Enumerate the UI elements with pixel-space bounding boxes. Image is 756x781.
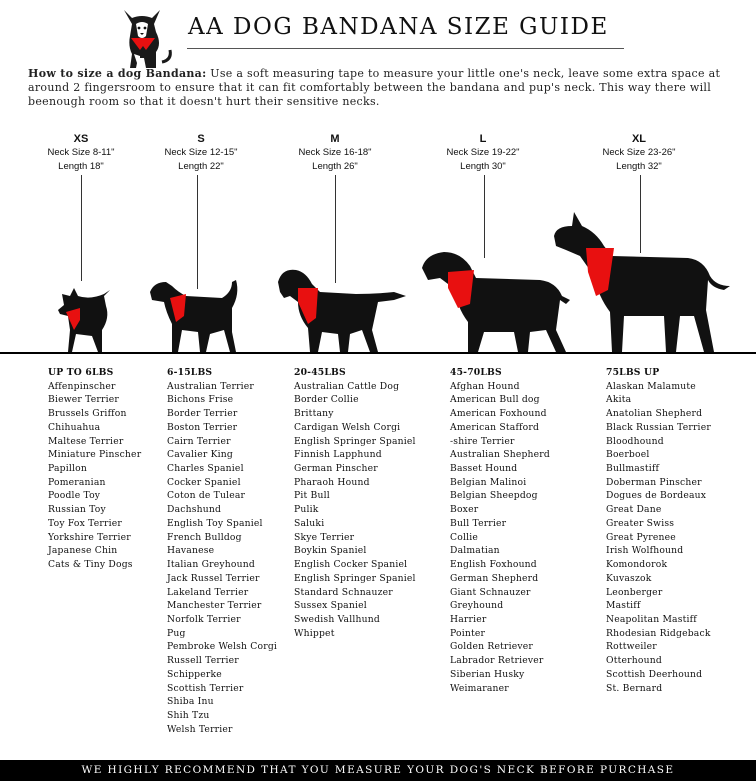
breed-column-xl <box>606 366 711 695</box>
column-heading: UP TO 6LBS <box>48 367 114 378</box>
size-code: XS <box>73 133 89 145</box>
breed-item: Boerboel <box>606 449 650 461</box>
breed-item: English Foxhound <box>450 559 537 571</box>
breed-item: Pharaoh Hound <box>294 476 370 488</box>
dog-xs-icon <box>58 288 110 352</box>
breed-item: Pointer <box>450 627 486 639</box>
intro-text: Use a soft measuring tape to measure your little one's neck, leave some extra space at around 2 fingersroom to ensure that it can fit comfortably between the bandana and pup's neck. This way there will beenough room so that it doesn't hurt their sensitive necks. <box>28 67 721 108</box>
breed-item: Alaskan Malamute <box>606 380 696 392</box>
breed-item: Lakeland Terrier <box>167 586 249 598</box>
breed-item: Swedish Vallhund <box>294 613 380 625</box>
breed-item: Black Russian Terrier <box>606 421 711 433</box>
breed-item: Bloodhound <box>606 435 664 447</box>
breed-item: Weimaraner <box>450 682 509 694</box>
breed-item: Border Collie <box>294 394 359 406</box>
breed-item: Cairn Terrier <box>167 435 231 447</box>
size-code: M <box>330 133 340 145</box>
breed-item: Great Dane <box>606 504 662 516</box>
page-title: AA DOG BANDANA SIZE GUIDE <box>188 14 609 40</box>
column-heading: 75LBS UP <box>606 367 660 378</box>
breed-item: Whippet <box>294 627 335 639</box>
breed-item: Sussex Spaniel <box>294 600 367 612</box>
intro-lead: How to size a dog Bandana: <box>28 67 207 80</box>
breed-item: Akita <box>606 394 632 406</box>
breed-item: Great Pyrenee <box>606 531 676 543</box>
length: Length 32" <box>616 161 662 172</box>
breed-item: German Shepherd <box>450 572 539 584</box>
dog-silhouettes <box>0 0 756 360</box>
breed-item: Pulik <box>294 504 319 516</box>
breed-item: Greater Swiss <box>606 517 675 529</box>
breed-item: Mastiff <box>606 600 641 612</box>
breed-item: Norfolk Terrier <box>167 613 241 625</box>
breed-item: American Foxhound <box>450 408 547 420</box>
breed-item: Basset Hound <box>450 463 518 475</box>
length: Length 26" <box>312 161 358 172</box>
breed-column-s <box>167 366 277 736</box>
breed-item: Schipperke <box>167 668 222 680</box>
breed-item: Labrador Retriever <box>450 655 544 667</box>
breed-item: American Stafford <box>450 421 540 433</box>
breed-item: Shih Tzu <box>167 709 210 721</box>
length: Length 18" <box>58 161 104 172</box>
breed-item: Dalmatian <box>450 545 500 557</box>
breed-item: Biewer Terrier <box>48 394 119 406</box>
breed-item: Coton de Tulear <box>167 490 246 502</box>
length: Length 30" <box>460 161 506 172</box>
breed-item: Bull Terrier <box>450 517 507 529</box>
breed-item: Jack Russel Terrier <box>167 572 260 584</box>
breed-item: Shiba Inu <box>167 696 214 708</box>
breed-item: Toy Fox Terrier <box>48 517 122 529</box>
breed-item: Golden Retriever <box>450 641 533 653</box>
dog-l-icon <box>422 252 570 352</box>
breed-column-m <box>294 366 416 640</box>
dog-m-icon <box>278 270 406 352</box>
breed-item: Skye Terrier <box>294 531 355 543</box>
breed-item: Collie <box>450 531 479 543</box>
breed-item: Boxer <box>450 504 479 516</box>
breed-item: Yorkshire Terrier <box>48 531 131 543</box>
dog-s-icon <box>150 280 237 352</box>
breed-item: Saluki <box>294 517 325 529</box>
breed-item: Japanese Chin <box>48 545 118 557</box>
neck-size: Neck Size 23-26" <box>602 147 676 158</box>
breed-item: English Toy Spaniel <box>167 517 263 529</box>
breed-item: Havanese <box>167 545 215 557</box>
breed-item: Bichons Frise <box>167 394 234 406</box>
breed-item: Afghan Hound <box>450 380 520 392</box>
breed-item: Otterhound <box>606 655 662 667</box>
breed-item: Standard Schnauzer <box>294 586 393 598</box>
breed-item: Komondorok <box>606 559 668 571</box>
breed-item: Kuvaszok <box>606 572 652 584</box>
breed-item: Irish Wolfhound <box>606 545 684 557</box>
breed-item: English Springer Spaniel <box>294 572 416 584</box>
breed-item: Greyhound <box>450 600 504 612</box>
breed-item: Australian Cattle Dog <box>294 380 400 392</box>
breed-item: Pomeranian <box>48 476 106 488</box>
breed-item: Manchester Terrier <box>167 600 262 612</box>
breed-item: German Pinscher <box>294 463 378 475</box>
breed-item: Pembroke Welsh Corgi <box>167 641 278 653</box>
breed-item: Neapolitan Mastiff <box>606 613 697 625</box>
breed-item: Australian Shepherd <box>450 449 550 461</box>
column-heading: 20-45LBS <box>294 367 346 378</box>
breed-item: Maltese Terrier <box>48 435 124 447</box>
breed-item: Scottish Deerhound <box>606 668 703 680</box>
column-heading: 6-15LBS <box>167 367 213 378</box>
breed-item: Chihuahua <box>48 421 101 433</box>
breed-item: Italian Greyhound <box>167 559 255 571</box>
breed-item: Pug <box>167 627 186 639</box>
breed-column-l <box>450 366 550 695</box>
breed-item: Australian Terrier <box>167 380 255 392</box>
breed-item: Miniature Pinscher <box>48 449 142 461</box>
breed-item: Boston Terrier <box>167 421 238 433</box>
breed-item: Belgian Malinoi <box>450 476 527 488</box>
breed-item: St. Bernard <box>606 682 663 694</box>
breed-item: Belgian Sheepdog <box>450 490 538 502</box>
breed-column-xs <box>48 366 141 572</box>
breed-item: Charles Spaniel <box>167 463 244 475</box>
breed-item: Leonberger <box>606 586 663 598</box>
ground-line <box>0 352 756 354</box>
breed-item: Cardigan Welsh Corgi <box>294 421 401 433</box>
breed-item: Rottweiler <box>606 641 657 653</box>
neck-size: Neck Size 19-22" <box>446 147 520 158</box>
footer-banner: WE HIGHLY RECOMMEND THAT YOU MEASURE YOUR DOG'S NECK BEFORE PURCHASE <box>0 760 756 781</box>
breed-item: Finnish Lapphund <box>294 449 382 461</box>
neck-size: Neck Size 12-15" <box>164 147 238 158</box>
breed-item: Scottish Terrier <box>167 682 244 694</box>
breed-item: Papillon <box>48 463 87 475</box>
breed-item: Giant Schnauzer <box>450 586 531 598</box>
breed-item: Brittany <box>294 408 334 420</box>
breed-item: American Bull dog <box>450 394 540 406</box>
size-code: L <box>479 133 487 145</box>
breed-item: Doberman Pinscher <box>606 476 702 488</box>
breed-item: English Springer Spaniel <box>294 435 416 447</box>
breed-item: -shire Terrier <box>450 435 515 447</box>
breed-item: Poodle Toy <box>48 490 101 502</box>
breed-item: Bullmastiff <box>606 463 660 475</box>
breed-item: Brussels Griffon <box>48 408 127 420</box>
size-code: S <box>197 133 205 145</box>
size-code: XL <box>631 133 647 145</box>
breed-item: Siberian Husky <box>450 668 525 680</box>
breed-item: Anatolian Shepherd <box>606 408 703 420</box>
breed-item: Cavalier King <box>167 449 234 461</box>
breed-item: Dachshund <box>167 504 222 516</box>
breed-item: Russell Terrier <box>167 655 239 667</box>
breed-item: Rhodesian Ridgeback <box>606 627 711 639</box>
breed-item: Border Terrier <box>167 408 238 420</box>
length: Length 22" <box>178 161 224 172</box>
breed-item: Russian Toy <box>48 504 106 516</box>
dog-xl-icon <box>554 212 730 352</box>
breed-item: Pit Bull <box>294 490 330 502</box>
breed-item: Harrier <box>450 613 487 625</box>
column-heading: 45-70LBS <box>450 367 502 378</box>
breed-item: French Bulldog <box>167 531 242 543</box>
breed-item: English Cocker Spaniel <box>294 559 408 571</box>
breed-item: Affenpinscher <box>48 380 116 392</box>
neck-size: Neck Size 16-18" <box>298 147 372 158</box>
breed-item: Cocker Spaniel <box>167 476 241 488</box>
breed-item: Boykin Spaniel <box>294 545 367 557</box>
breed-item: Cats & Tiny Dogs <box>48 559 133 571</box>
breed-item: Dogues de Bordeaux <box>606 490 707 502</box>
neck-size: Neck Size 8-11" <box>47 147 115 158</box>
breed-item: Welsh Terrier <box>167 723 233 735</box>
